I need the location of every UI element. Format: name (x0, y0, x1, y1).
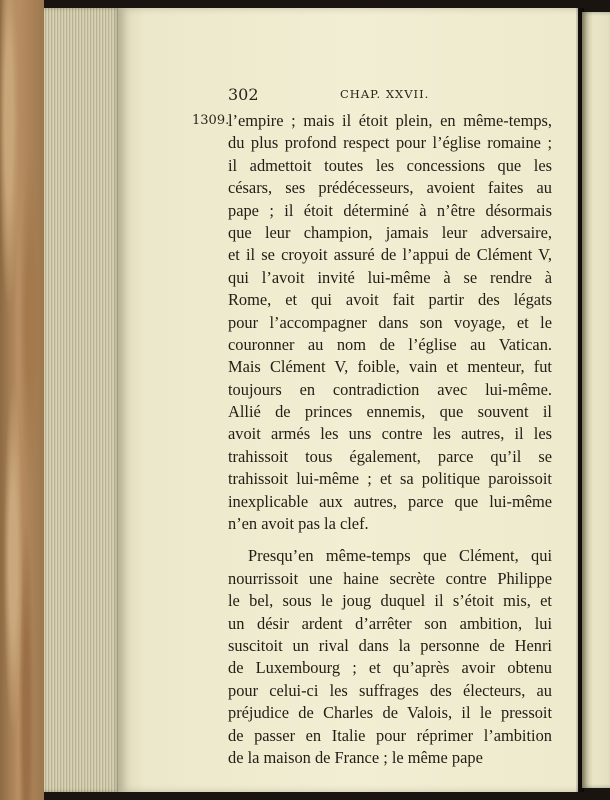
page-number: 302 (228, 85, 259, 104)
text-line: n’en avoit pas la clef. (228, 514, 369, 534)
book-cover-marbled (0, 0, 44, 800)
text-line: trahissoit tous également, parce qu’il se (228, 446, 552, 466)
margin-year: 1309. (192, 113, 230, 128)
text-line: Rome, et qui avoit fait partir des légats (228, 290, 552, 310)
paragraph-gap (228, 535, 552, 545)
text-line: l’empire ; mais il étoit plein, en même-temps, (228, 111, 552, 130)
running-header (228, 85, 548, 105)
text-line: de la maison de France ; le même pape (228, 747, 483, 767)
text-line: toujours en contradiction avec lui-même. (228, 379, 552, 399)
text-line: un désir ardent d’arrêter son ambition, lui (228, 613, 552, 633)
text-line: du plus profond respect pour l’église romaine ; (228, 133, 552, 153)
text-line: nourrissoit une haine secrète contre Philippe (228, 568, 552, 588)
text-line: préjudice de Charles de Valois, il le pressoit (228, 703, 552, 723)
text-line: inexplicable aux autres, parce que lui-même (228, 491, 552, 511)
text-line: il admettoit toutes les concessions que les (228, 155, 552, 175)
text-line: avoit armés les uns contre les autres, il les (228, 424, 552, 444)
text-line: pour l’accompagner dans son voyage, et le (228, 312, 552, 332)
text-line: le bel, sous le joug duquel il s’étoit mis, et (228, 591, 552, 611)
text-line: de passer en Italie pour réprimer l’ambition (228, 725, 552, 745)
text-line: suscitoit un rival dans la personne de Henri (228, 635, 552, 655)
body-text (228, 110, 552, 769)
text-line: pape ; il étoit déterminé à n’être désormais (228, 200, 552, 220)
page-edges (44, 8, 120, 792)
chapter-heading: CHAP. XXVII. (340, 87, 430, 101)
text-line: Presqu’en même-temps que Clément, qui (248, 546, 552, 566)
text-line: qui l’avoit invité lui-même à se rendre à (228, 267, 552, 287)
text-line: pour celui-ci les suffrages des électeurs, au (228, 680, 552, 700)
text-line: de Luxembourg ; et qu’après avoir obtenu (228, 658, 552, 678)
text-line: couronner au nom de l’église au Vatican. (228, 334, 552, 354)
text-line: trahissoit lui-même ; et sa politique paroissoit (228, 469, 552, 489)
facing-page-edge (582, 12, 610, 788)
text-line: césars, ses prédécesseurs, avoient faites au (228, 178, 552, 198)
text-line: et il se croyoit assuré de l’appui de Clément V, (228, 245, 552, 265)
text-line: Allié de princes ennemis, que souvent il (228, 402, 552, 422)
text-line: que leur champion, jamais leur adversaire, (228, 222, 552, 242)
text-line: Mais Clément V, foible, vain et menteur, fut (228, 357, 552, 377)
